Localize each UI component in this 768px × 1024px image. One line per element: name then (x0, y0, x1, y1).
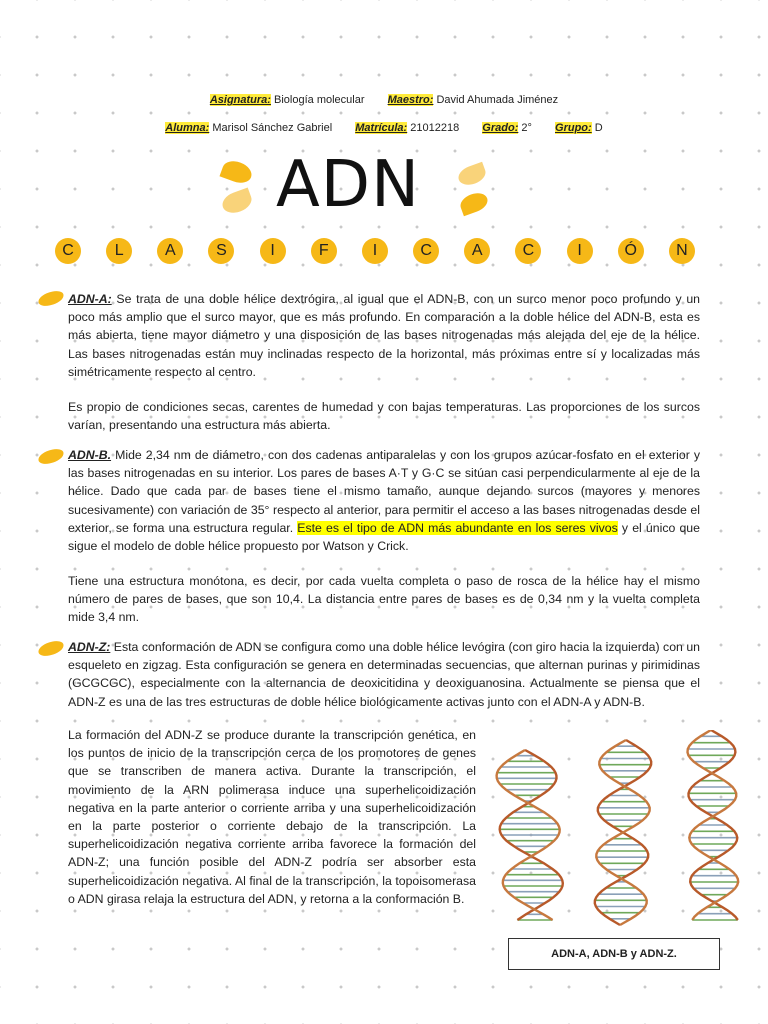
adn-b-paragraph-1 (68, 446, 700, 555)
adn-b-highlight: Este es el tipo de ADN más abundante en los seres vivos (297, 520, 618, 535)
right-petal-top-icon (456, 162, 488, 188)
asignatura-label: Asignatura: (209, 94, 271, 106)
classification-letter: N (669, 238, 695, 264)
adn-a-term: ADN-A: (68, 292, 112, 306)
classification-letter: C (413, 238, 439, 264)
adn-z-term: ADN-Z: (68, 640, 111, 654)
matricula-label: Matrícula: (355, 122, 408, 134)
page-title: ADN (276, 148, 420, 222)
classification-letter: S (208, 238, 234, 264)
left-petal-bottom-icon (219, 187, 254, 216)
adn-z-bullet-icon (37, 639, 65, 657)
left-petal-top-icon (219, 157, 254, 186)
adn-b-helix-icon (595, 740, 651, 925)
adn-b-term: ADN-B. (68, 448, 112, 462)
adn-z-text: Esta conformación de ADN se configura como una doble hélice levógira (con giro hacia la izquierda) con un esqueleto en zigzag. Esta configuración se genera en determinadas secuencias, que alternan purinas y pirimidinas (GCGCGC), especialmente con la alternancia de deoxicitidina y deoxiguanosina. Actualmente se piensa que el ADN-Z es una de las tres estructuras de doble hélice biológicamente activas junto con el ADN-A y ADN-B. (68, 640, 700, 709)
adn-a-helix-icon (497, 750, 563, 920)
classification-letter: C (515, 238, 541, 264)
figure-caption: ADN-A, ADN-B y ADN-Z. (508, 938, 720, 970)
classification-letter: C (55, 238, 81, 264)
adn-a-paragraph-1 (68, 290, 700, 381)
classification-letter: A (464, 238, 490, 264)
alumna-label: Alumna: (165, 122, 210, 134)
grado-label: Grado: (482, 122, 519, 134)
header-row-1 (0, 94, 768, 106)
adn-a-text: Se trata de una doble hélice dextrógira, al igual que el ADN-B, con un surco menor poco profundo y un poco más amplio que el surco mayor, que es más profundo. En comparación a la doble hélice del ADN-B, esta es más abierta, tiene mayor diámetro y una disposición de las bases nitrogenadas más alejada del eje de la hélice. Las bases nitrogenadas están muy inclinadas respecto de la horizontal, más próximas entre sí y localizadas más simétricamente respecto al centro. (68, 292, 700, 379)
adn-z-paragraph-2: La formación del ADN-Z se produce durante la transcripción genética, en los puntos de inicio de la transcripción cerca de los promotores de genes que se transcriben de manera activa. Durante la transcripción, el movimiento de la ARN polimerasa induce una superhelicoidización negativa en la parte anterior o corriente arriba y una superhelicoidización en la parte posterior o corriente debajo de la transcripción. La superhelicoidización negativa corriente arriba favorece la formación del ADN-Z; una función posible del ADN-Z podría ser absorber esta superhelicoidización negativa. Al final de la transcripción, la topoisomerasa o ADN girasa relaja la estructura del ADN, y retorna a la conformación B. (68, 728, 476, 906)
maestro-value: David Ahumada Jiménez (436, 94, 559, 106)
classification-letter: A (157, 238, 183, 264)
grupo-value: D (594, 122, 603, 134)
matricula-value: 21012218 (410, 122, 460, 134)
classification-letter: F (311, 238, 337, 264)
adn-b-paragraph-2: Tiene una estructura monótona, es decir, por cada vuelta completa o paso de rosca de la hélice hay el mismo número de pares de bases, que son 10,4. La distancia entre pares de bases es de 0,34 nm y la vuelta completa mide 3,4 nm. (68, 574, 700, 625)
adn-b-text-start: Mide 2,34 nm de diámetro, con dos cadenas antiparalelas y con los grupos azúcar-fosfato en el exterior y las bases nitrogenadas en su interior. Los pares de bases A·T y G·C se sitúan casi perpendicularmente al eje de la hélice. Dado que cada par de bases tiene el mismo tamaño, aunque dejando surcos (mayores y menores sucesivamente) con variación de 35° respecto al anterior, para permitir el acceso a las bases nitrogenadas desde el exterior, se forma una estructura regular. (68, 448, 700, 535)
classification-letter: I (362, 238, 388, 264)
classification-letter: L (106, 238, 132, 264)
adn-b-text-end: y el único que sigue el modelo de doble hélice propuesto por Watson y Crick. (68, 520, 700, 554)
grupo-label: Grupo: (555, 122, 592, 134)
adn-z-paragraph-1 (68, 638, 700, 711)
classification-row (55, 238, 695, 264)
asignatura-value: Biología molecular (274, 94, 365, 106)
adn-z-helix-icon (688, 730, 739, 920)
adn-a-bullet-icon (37, 289, 65, 307)
adn-a-paragraph-2: Es propio de condiciones secas, carentes de humedad y con bajas temperaturas. Las proporciones de los surcos varían, presentando una estructura más abierta. (68, 400, 700, 433)
dna-structures-figure (488, 730, 750, 930)
maestro-label: Maestro: (387, 94, 434, 106)
right-petal-bottom-icon (458, 190, 490, 216)
grado-value: 2° (521, 122, 532, 134)
classification-letter: Ó (618, 238, 644, 264)
adn-b-bullet-icon (37, 447, 65, 465)
classification-letter: I (567, 238, 593, 264)
header-row-2 (0, 122, 768, 134)
alumna-value: Marisol Sánchez Gabriel (212, 122, 333, 134)
classification-letter: I (260, 238, 286, 264)
